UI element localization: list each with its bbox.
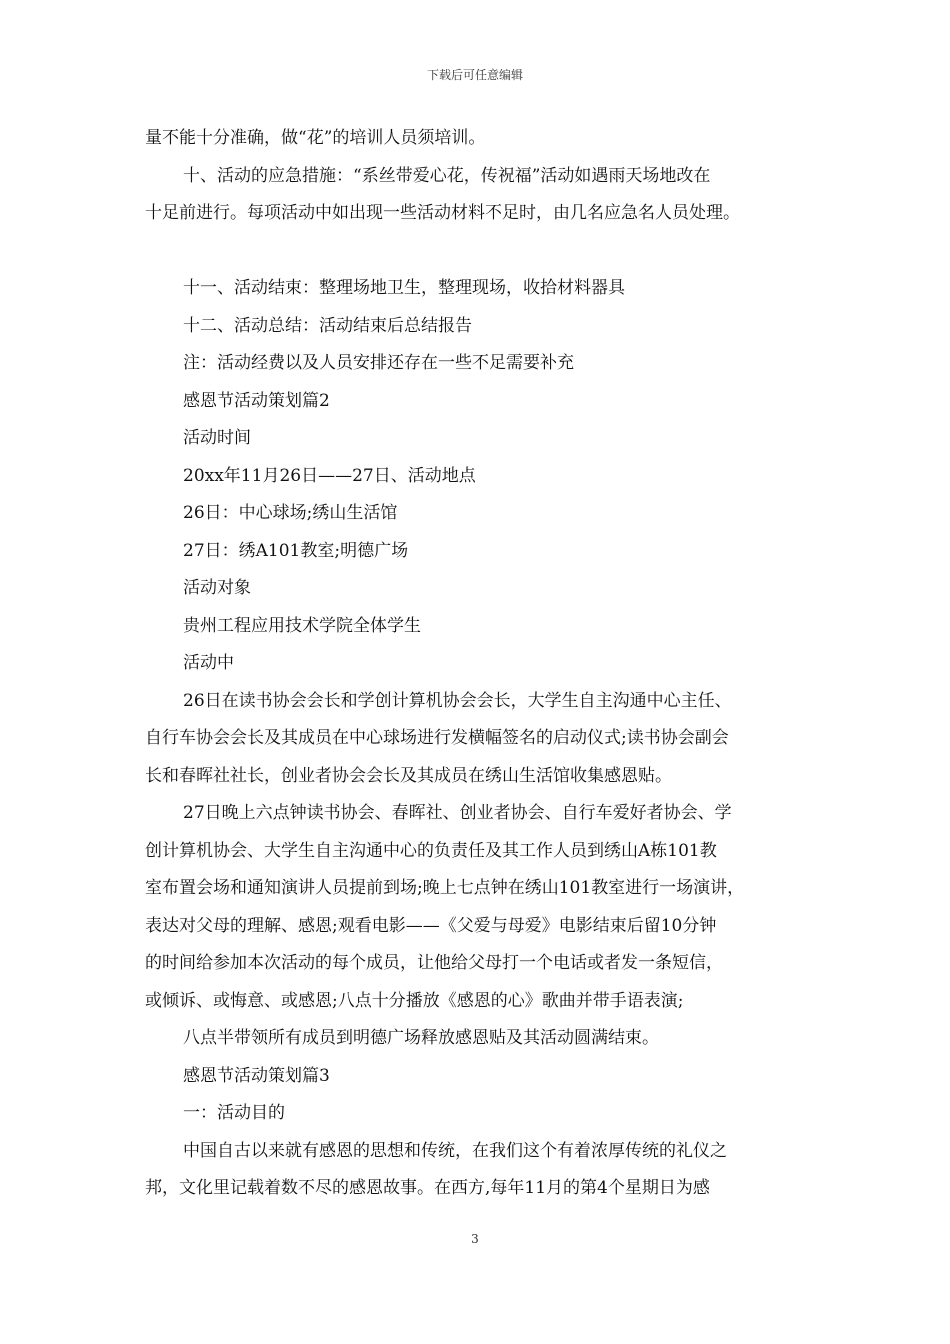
section-heading: 感恩节活动策划篇2	[183, 390, 330, 411]
paragraph-line: 27日：绣A101教室;明德广场	[183, 540, 409, 561]
paragraph-line: 长和春晖社社长，创业者协会会长及其成员在绣山生活馆收集感恩贴。	[145, 765, 672, 786]
paragraph-line: 活动对象	[183, 578, 251, 598]
paragraph-line: 十足前进行。每项活动中如出现一些活动材料不足时，由几名应急名人员处理。	[145, 203, 740, 223]
paragraph-line: 十二、活动总结：活动结束后总结报告	[183, 315, 472, 336]
paragraph-line: 活动时间	[183, 428, 251, 448]
paragraph-line: 十一、活动结束：整理场地卫生，整理现场，收拾材料器具	[183, 278, 625, 298]
paragraph-line: 室布置会场和通知演讲人员提前到场;晚上七点钟在绣山101教室进行一场演讲，	[145, 878, 745, 898]
paragraph-line: 十、活动的应急措施：“系丝带爱心花，传祝福”活动如遇雨天场地改在	[183, 165, 711, 186]
document-body	[145, 120, 825, 1208]
paragraph-line: 一：活动目的	[183, 1103, 285, 1123]
paragraph-line: 20xx年11月26日——27日、活动地点	[183, 465, 476, 486]
section-heading: 感恩节活动策划篇3	[183, 1065, 330, 1086]
blank-line	[145, 233, 825, 271]
paragraph-line: 注：活动经费以及人员安排还存在一些不足需要补充	[183, 353, 574, 373]
paragraph-line: 26日在读书协会会长和学创计算机协会会长，大学生自主沟通中心主任、	[183, 690, 732, 711]
paragraph-line: 自行车协会会长及其成员在中心球场进行发横幅签名的启动仪式;读书协会副会	[145, 728, 729, 748]
paragraph-line: 中国自古以来就有感恩的思想和传统，在我们这个有着浓厚传统的礼仪之	[183, 1140, 727, 1161]
page-number: 3	[471, 1232, 479, 1246]
paragraph-line: 27日晚上六点钟读书协会、春晖社、创业者协会、自行车爱好者协会、学	[183, 803, 732, 823]
paragraph-line: 或倾诉、或悔意、或感恩;八点十分播放《感恩的心》歌曲并带手语表演;	[145, 990, 684, 1011]
paragraph-line: 量不能十分准确，做“花”的培训人员须培训。	[145, 128, 486, 148]
paragraph-line: 表达对父母的理解、感恩;观看电影——《父爱与母爱》电影结束后留10分钟	[145, 915, 717, 936]
paragraph-line: 贵州工程应用技术学院全体学生	[183, 615, 421, 636]
page-header: 下载后可任意编辑	[426, 68, 523, 82]
paragraph-line: 活动中	[183, 653, 234, 673]
paragraph-line: 创计算机协会、大学生自主沟通中心的负责任及其工作人员到绣山A栋101教	[145, 840, 717, 861]
paragraph-line: 八点半带领所有成员到明德广场释放感恩贴及其活动圆满结束。	[183, 1028, 659, 1048]
paragraph-line: 26日：中心球场;绣山生活馆	[183, 503, 398, 523]
paragraph-line: 邦，文化里记载着数不尽的感恩故事。在西方,每年11月的第4个星期日为感	[145, 1178, 710, 1198]
paragraph-line: 的时间给参加本次活动的每个成员，让他给父母打一个电话或者发一条短信，	[145, 953, 723, 973]
